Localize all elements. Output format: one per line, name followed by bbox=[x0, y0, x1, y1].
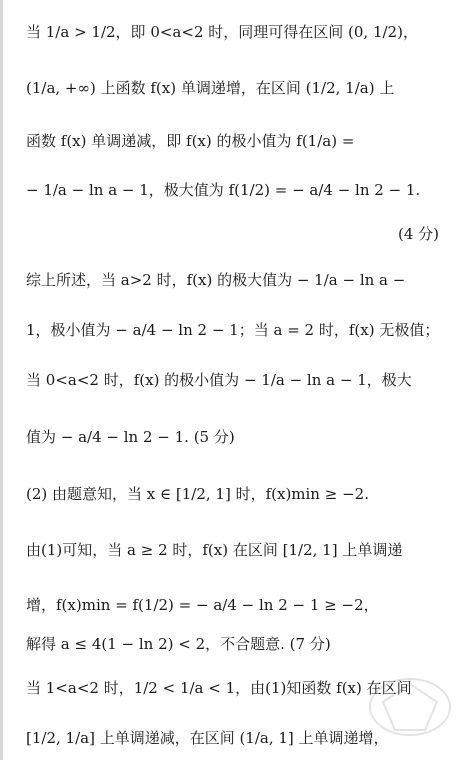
text-line-11: 增，f(x)min = f(1/2) = − a/4 − ln 2 − 1 ≥ −2， bbox=[26, 596, 379, 614]
text-line-2: (1/a, +∞) 上函数 f(x) 单调递增，在区间 (1/2, 1/a) 上 bbox=[26, 79, 395, 97]
text-line-6: 1，极小值为 − a/4 − ln 2 − 1；当 a = 2 时，f(x) 无极值； bbox=[26, 321, 440, 339]
faint-watermark bbox=[365, 672, 455, 742]
text-line-13: 当 1<a<2 时，1/2 < 1/a < 1，由(1)知函数 f(x) 在区间 bbox=[26, 679, 412, 697]
text-line-1: 当 1/a > 1/2，即 0<a<2 时，同理可得在区间 (0, 1/2)， bbox=[26, 23, 418, 41]
text-line-3: 函数 f(x) 单调递减，即 f(x) 的极小值为 f(1/a) = bbox=[26, 132, 355, 150]
text-line-10: 由(1)可知，当 a ≥ 2 时，f(x) 在区间 [1/2, 1] 上单调递 bbox=[26, 541, 403, 559]
text-line-4: − 1/a − ln a − 1，极大值为 f(1/2) = − a/4 − ln 2 − 1. bbox=[26, 181, 421, 199]
text-line-14: [1/2, 1/a] 上单调递减，在区间 (1/a, 1] 上单调递增， bbox=[26, 729, 389, 747]
text-line-8: 值为 − a/4 − ln 2 − 1. (5 分) bbox=[26, 428, 235, 446]
text-line-7: 当 0<a<2 时，f(x) 的极小值为 − 1/a − ln a − 1，极大 bbox=[26, 371, 412, 389]
page-edge bbox=[0, 0, 3, 760]
text-line-5: 综上所述，当 a>2 时，f(x) 的极大值为 − 1/a − ln a − bbox=[26, 271, 406, 289]
score-4: (4 分) bbox=[397, 225, 439, 243]
text-line-12: 解得 a ≤ 4(1 − ln 2) < 2，不合题意. (7 分) bbox=[26, 635, 331, 653]
text-line-9: (2) 由题意知，当 x ∈ [1/2, 1] 时，f(x)min ≥ −2. bbox=[26, 485, 369, 503]
